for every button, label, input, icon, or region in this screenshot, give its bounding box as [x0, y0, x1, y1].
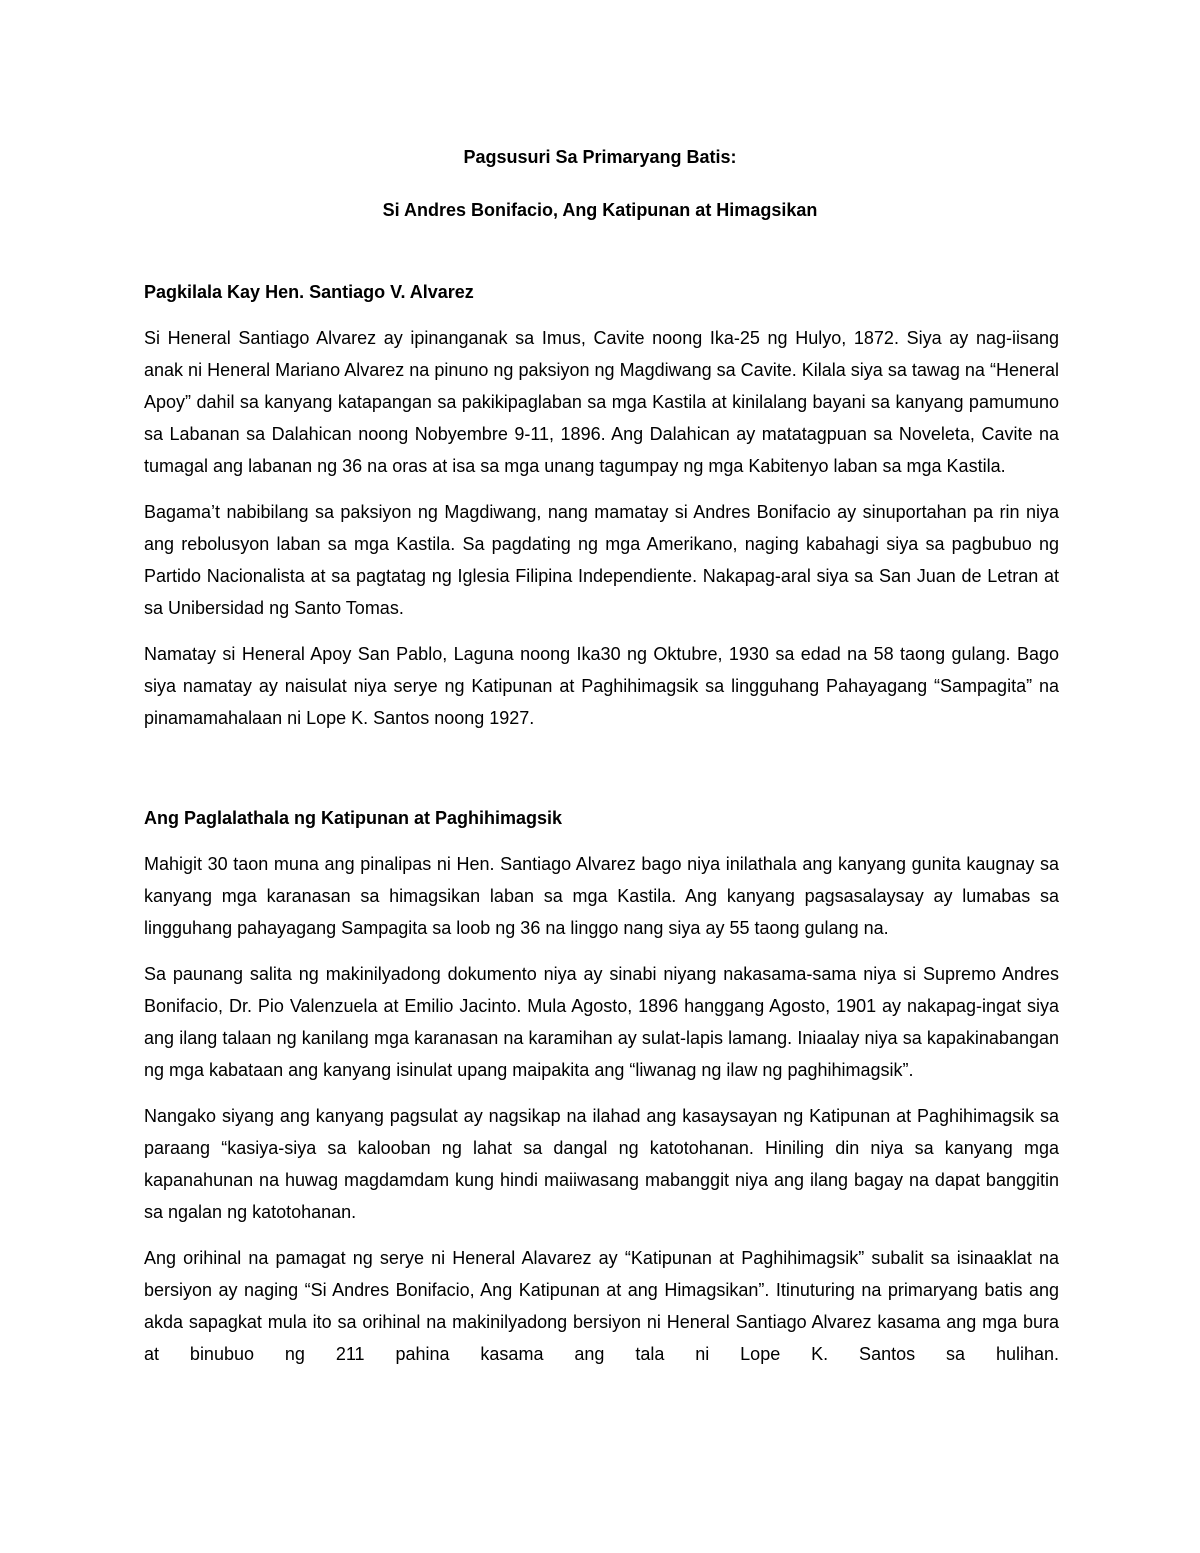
document-subtitle: Si Andres Bonifacio, Ang Katipunan at Himagsikan [382, 200, 818, 220]
paragraph: Mahigit 30 taon muna ang pinalipas ni Hen. Santiago Alvarez bago niya inilathala ang kanyang gunita kaugnay sa kanyang mga karanasan sa himagsikan laban sa mga Kastila. Ang kanyang pagsasalaysay ay lumabas sa lingguhang pahayagang Sampagita sa loob ng 36 na linggo nang siya ay 55 taong gulang na. [144, 854, 1059, 938]
paragraph: Namatay si Heneral Apoy San Pablo, Laguna noong Ika30 ng Oktubre, 1930 sa edad na 58 taong gulang. Bago siya namatay ay naisulat niya serye ng Katipunan at Paghihimagsik sa lingguhang Pahayagang “Sampagita” na pinamamahalaan ni Lope K. Santos noong 1927. [144, 644, 1059, 728]
document-title-block [0, 145, 1200, 251]
section-heading: Ang Paglalathala ng Katipunan at Paghihimagsik [144, 808, 563, 828]
document-title: Pagsusuri Sa Primaryang Batis: [463, 147, 737, 167]
paragraph: Sa paunang salita ng makinilyadong dokumento niya ay sinabi niyang nakasama-sama niya si Supremo Andres Bonifacio, Dr. Pio Valenzuela at Emilio Jacinto. Mula Agosto, 1896 hanggang Agosto, 1901 ay nakapag-ingat siya ang ilang talaan ng kanilang mga karanasan na karamihan ay sulat-lapis lamang. Iniaalay niya sa kapakinabangan ng mga kabataan ang kanyang isinulat upang maipakita ang “liwanag ng ilaw ng paghihimagsik”. [144, 964, 1059, 1080]
section-heading: Pagkilala Kay Hen. Santiago V. Alvarez [144, 282, 474, 302]
section-publication [144, 806, 1059, 1384]
paragraph: Nangako siyang ang kanyang pagsulat ay nagsikap na ilahad ang kasaysayan ng Katipunan at Paghihimagsik sa paraang “kasiya-siya sa kalooban ng lahat sa dangal ng katotohanan. Hiniling din niya sa kanyang mga kapanahunan na huwag magdamdam kung hindi maiiwasang mabanggit niya ang ilang bagay na dapat banggitin sa ngalan ng katotohanan. [144, 1106, 1059, 1222]
paragraph: Bagama’t nabibilang sa paksiyon ng Magdiwang, nang mamatay si Andres Bonifacio ay sinuportahan pa rin niya ang rebolusyon laban sa mga Kastila. Sa pagdating ng mga Amerikano, naging kabahagi siya sa pagbubuo ng Partido Nacionalista at sa pagtatag ng Iglesia Filipina Independiente. Nakapag-aral siya sa San Juan de Letran at sa Unibersidad ng Santo Tomas. [144, 502, 1059, 618]
section-biography [144, 280, 1059, 748]
paragraph: Ang orihinal na pamagat ng serye ni Heneral Alavarez ay “Katipunan at Paghihimagsik” subalit sa isinaaklat na bersiyon ay naging “Si Andres Bonifacio, Ang Katipunan at ang Himagsikan”. Itinuturing na primaryang batis ang akda sapagkat mula ito sa orihinal na makinilyadong bersiyon ni Heneral Santiago Alvarez kasama ang mga bura at binubuo ng 211 pahina kasama ang tala ni Lope K. Santos sa hulihan. [144, 1248, 1059, 1364]
paragraph: Si Heneral Santiago Alvarez ay ipinanganak sa Imus, Cavite noong Ika-25 ng Hulyo, 1872. Siya ay nag-iisang anak ni Heneral Mariano Alvarez na pinuno ng paksiyon ng Magdiwang sa Cavite. Kilala siya sa tawag na “Heneral Apoy” dahil sa kanyang katapangan sa pakikipaglaban sa mga Kastila at kinilalang bayani sa kanyang pamumuno sa Labanan sa Dalahican noong Nobyembre 9-11, 1896. Ang Dalahican ay matatagpuan sa Noveleta, Cavite na tumagal ang labanan ng 36 na oras at isa sa mga unang tagumpay ng mga Kabitenyo laban sa mga Kastila. [144, 328, 1059, 476]
